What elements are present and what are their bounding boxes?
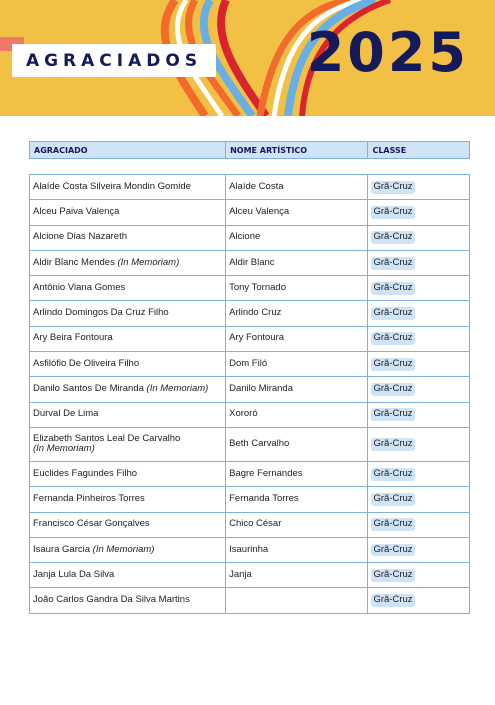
cell-classe bbox=[368, 588, 469, 612]
classe-badge: Grã-Cruz bbox=[373, 332, 413, 344]
honoree-full-name: Danilo Santos De Miranda bbox=[33, 383, 144, 395]
classe-badge: Grã-Cruz bbox=[373, 281, 413, 293]
cell-nome-artistico: Alceu Valença bbox=[226, 200, 368, 224]
cell-nome-artistico: Tony Tornado bbox=[226, 276, 368, 300]
table-row bbox=[29, 301, 470, 326]
classe-badge: Grã-Cruz bbox=[373, 231, 413, 243]
year-label: 2025 bbox=[306, 21, 469, 84]
cell-classe bbox=[368, 352, 469, 376]
honoree-full-name: Alaíde Costa Silveira Mondin Gomide bbox=[33, 180, 191, 192]
cell-nome-artistico: Xororó bbox=[226, 403, 368, 427]
cell-nome-artistico: Aldir Blanc bbox=[226, 251, 368, 275]
in-memoriam-note: (In Memoriam) bbox=[146, 383, 209, 395]
cell-classe bbox=[368, 200, 469, 224]
table-row bbox=[29, 428, 470, 462]
cell-classe bbox=[368, 487, 469, 511]
title-box bbox=[12, 44, 216, 77]
honoree-full-name: Isaura Garcia bbox=[33, 543, 91, 555]
honoree-name bbox=[33, 434, 180, 456]
classe-badge: Grã-Cruz bbox=[373, 543, 413, 555]
cell-agraciado bbox=[30, 352, 226, 376]
classe-badge: Grã-Cruz bbox=[373, 492, 413, 504]
honoree-full-name: Janja Lula Da Silva bbox=[33, 568, 115, 580]
cell-agraciado bbox=[30, 462, 226, 486]
column-header-nome-artistico: NOME ARTÍSTICO bbox=[226, 142, 368, 158]
cell-classe bbox=[368, 403, 469, 427]
in-memoriam-note: (In Memoriam) bbox=[117, 256, 180, 268]
honoree-full-name: Arlindo Domingos Da Cruz Filho bbox=[33, 307, 169, 319]
cell-classe bbox=[368, 301, 469, 325]
honoree-full-name: Fernanda Pinheiros Torres bbox=[33, 492, 145, 504]
cell-agraciado bbox=[30, 301, 226, 325]
honorees-table bbox=[29, 141, 470, 614]
cell-classe bbox=[368, 226, 469, 250]
cell-nome-artistico: Arlindo Cruz bbox=[226, 301, 368, 325]
page-title: AGRACIADOS bbox=[25, 50, 203, 71]
table-row bbox=[29, 588, 470, 613]
table-row bbox=[29, 487, 470, 512]
classe-badge: Grã-Cruz bbox=[373, 594, 413, 606]
cell-classe bbox=[368, 251, 469, 275]
classe-badge: Grã-Cruz bbox=[373, 180, 413, 192]
cell-classe bbox=[368, 538, 469, 562]
column-header-agraciado: AGRACIADO bbox=[30, 142, 226, 158]
cell-agraciado bbox=[30, 377, 226, 401]
honoree-name bbox=[33, 595, 190, 606]
cell-nome-artistico: Fernanda Torres bbox=[226, 487, 368, 511]
classe-badge: Grã-Cruz bbox=[373, 357, 413, 369]
table-row bbox=[29, 175, 470, 200]
table-row bbox=[29, 563, 470, 588]
cell-agraciado bbox=[30, 588, 226, 612]
cell-nome-artistico: Chico César bbox=[226, 513, 368, 537]
table-row bbox=[29, 276, 470, 301]
cell-nome-artistico: Isaurinha bbox=[226, 538, 368, 562]
cell-classe bbox=[368, 513, 469, 537]
cell-classe bbox=[368, 276, 469, 300]
table-row bbox=[29, 538, 470, 563]
table-row bbox=[29, 403, 470, 428]
cell-nome-artistico: Dom Filó bbox=[226, 352, 368, 376]
cell-nome-artistico: Beth Carvalho bbox=[226, 428, 368, 461]
honoree-name bbox=[33, 545, 154, 556]
cell-agraciado bbox=[30, 200, 226, 224]
classe-badge: Grã-Cruz bbox=[373, 568, 413, 580]
honoree-full-name: Alcione Dias Nazareth bbox=[33, 231, 127, 243]
honoree-full-name: Euclides Fagundes Filho bbox=[33, 467, 138, 479]
cell-agraciado bbox=[30, 251, 226, 275]
honoree-full-name: Antônio Viana Gomes bbox=[33, 281, 126, 293]
column-header-classe: CLASSE bbox=[372, 145, 407, 155]
table-row bbox=[29, 377, 470, 402]
honoree-full-name: Aldir Blanc Mendes bbox=[33, 256, 115, 268]
in-memoriam-note: (In Memoriam) bbox=[92, 543, 155, 555]
cell-nome-artistico: Danilo Miranda bbox=[226, 377, 368, 401]
cell-agraciado bbox=[30, 487, 226, 511]
cell-nome-artistico: Alcione bbox=[226, 226, 368, 250]
cell-agraciado bbox=[30, 428, 226, 461]
table-row bbox=[29, 327, 470, 352]
classe-badge: Grã-Cruz bbox=[373, 307, 413, 319]
honoree-full-name: Alceu Paiva Valença bbox=[33, 205, 120, 217]
cell-agraciado bbox=[30, 276, 226, 300]
cell-agraciado bbox=[30, 403, 226, 427]
classe-badge: Grã-Cruz bbox=[373, 518, 413, 530]
honoree-name bbox=[33, 494, 145, 505]
header-banner bbox=[0, 0, 495, 116]
in-memoriam-note: (In Memoriam) bbox=[33, 443, 95, 455]
cell-classe bbox=[368, 327, 469, 351]
classe-badge: Grã-Cruz bbox=[373, 205, 413, 217]
honoree-name bbox=[33, 570, 114, 581]
table-row bbox=[29, 251, 470, 276]
classe-badge: Grã-Cruz bbox=[373, 408, 413, 420]
honoree-full-name: Francisco César Gonçalves bbox=[33, 518, 150, 530]
honoree-name bbox=[33, 258, 179, 269]
cell-agraciado bbox=[30, 563, 226, 587]
table-row bbox=[29, 200, 470, 225]
honoree-name bbox=[33, 359, 139, 370]
honoree-name bbox=[33, 232, 127, 243]
honoree-full-name: Elizabeth Santos Leal De Carvalho bbox=[33, 432, 181, 444]
table-body bbox=[29, 174, 470, 614]
cell-nome-artistico: Ary Fontoura bbox=[226, 327, 368, 351]
classe-badge: Grã-Cruz bbox=[373, 256, 413, 268]
honoree-name bbox=[33, 384, 208, 395]
honoree-full-name: Ary Beira Fontoura bbox=[33, 332, 113, 344]
honoree-full-name: João Carlos Gandra Da Silva Martins bbox=[33, 594, 190, 606]
cell-agraciado bbox=[30, 513, 226, 537]
classe-badge: Grã-Cruz bbox=[373, 467, 413, 479]
honoree-full-name: Asfilófio De Oliveira Filho bbox=[33, 357, 140, 369]
honoree-full-name: Durval De Lima bbox=[33, 408, 99, 420]
classe-badge: Grã-Cruz bbox=[373, 438, 413, 449]
honoree-name bbox=[33, 207, 119, 218]
cell-agraciado bbox=[30, 175, 226, 199]
cell-nome-artistico bbox=[226, 588, 368, 612]
cell-agraciado bbox=[30, 327, 226, 351]
classe-badge: Grã-Cruz bbox=[373, 383, 413, 395]
honoree-name bbox=[33, 283, 125, 294]
cell-nome-artistico: Janja bbox=[226, 563, 368, 587]
honoree-name bbox=[33, 182, 191, 193]
cell-classe bbox=[368, 462, 469, 486]
cell-nome-artistico: Alaíde Costa bbox=[226, 175, 368, 199]
cell-classe bbox=[368, 377, 469, 401]
cell-agraciado bbox=[30, 226, 226, 250]
cell-agraciado bbox=[30, 538, 226, 562]
table-row bbox=[29, 462, 470, 487]
table-header bbox=[29, 141, 470, 159]
honoree-name bbox=[33, 308, 169, 319]
cell-classe bbox=[368, 563, 469, 587]
table-row bbox=[29, 352, 470, 377]
cell-classe bbox=[368, 175, 469, 199]
cell-nome-artistico: Bagre Fernandes bbox=[226, 462, 368, 486]
honoree-name bbox=[33, 469, 137, 480]
cell-classe bbox=[368, 428, 469, 461]
honoree-name bbox=[33, 519, 150, 530]
table-row bbox=[29, 513, 470, 538]
honoree-name bbox=[33, 409, 98, 420]
table-row bbox=[29, 226, 470, 251]
honoree-name bbox=[33, 333, 113, 344]
